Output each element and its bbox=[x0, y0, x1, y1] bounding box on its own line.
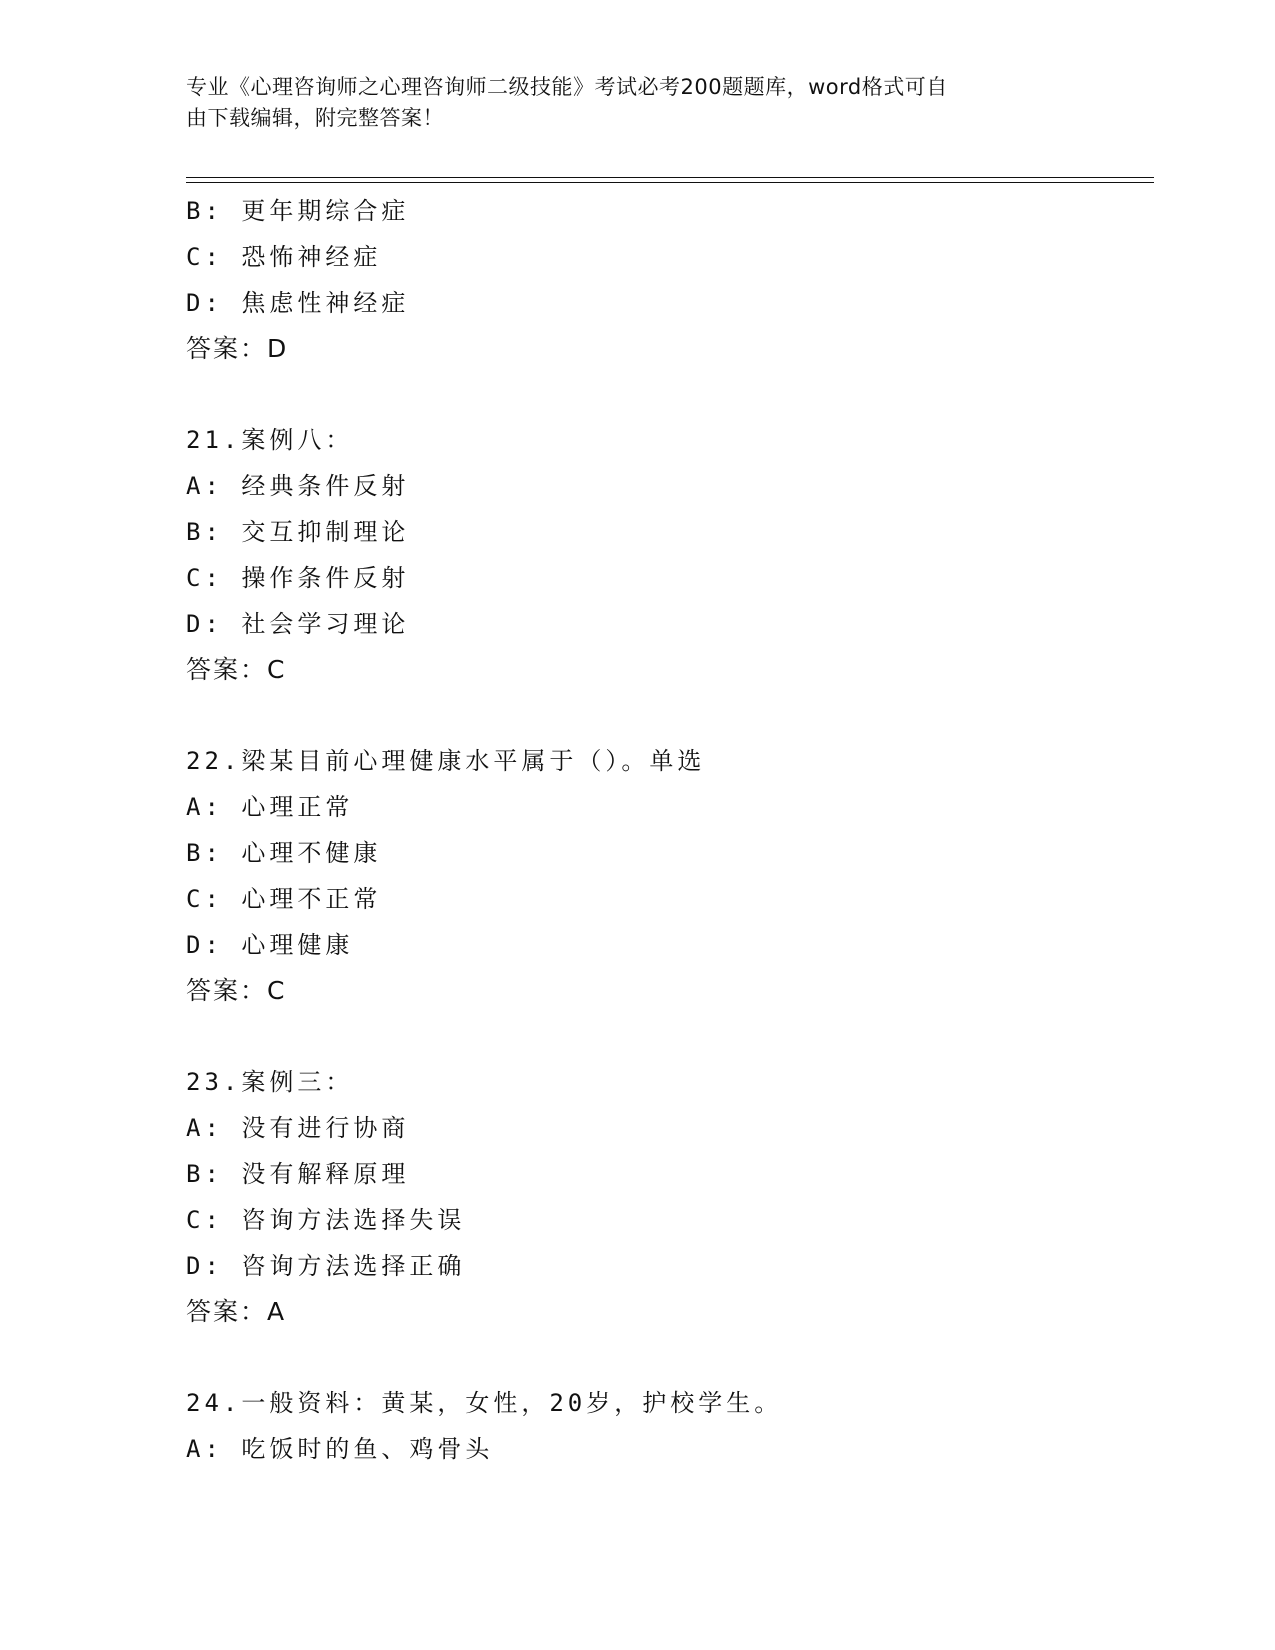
question-stem: 22.梁某目前心理健康水平属于（）。单选 bbox=[186, 747, 706, 775]
option-b: B: 心理不健康 bbox=[186, 839, 382, 867]
option-d: D: 焦虑性神经症 bbox=[186, 289, 410, 317]
question-block-22 bbox=[186, 738, 1154, 1014]
answer-line: 答案：C bbox=[186, 655, 287, 684]
question-block-23 bbox=[186, 1059, 1154, 1335]
option-c: C: 心理不正常 bbox=[186, 885, 382, 913]
document-header bbox=[186, 72, 1066, 134]
option-d: D: 心理健康 bbox=[186, 931, 354, 959]
option-b: B: 更年期综合症 bbox=[186, 197, 410, 225]
question-list bbox=[186, 188, 1154, 1472]
question-gap bbox=[186, 1335, 1154, 1380]
option-c: C: 咨询方法选择失误 bbox=[186, 1206, 466, 1234]
option-c: C: 恐怖神经症 bbox=[186, 243, 382, 271]
question-block-carryover bbox=[186, 188, 1154, 372]
question-gap bbox=[186, 372, 1154, 417]
option-b: B: 没有解释原理 bbox=[186, 1160, 410, 1188]
question-gap bbox=[186, 693, 1154, 738]
option-b: B: 交互抑制理论 bbox=[186, 518, 410, 546]
answer-line: 答案：C bbox=[186, 976, 287, 1005]
option-a: A: 吃饭时的鱼、鸡骨头 bbox=[186, 1435, 494, 1463]
option-a: A: 心理正常 bbox=[186, 793, 354, 821]
option-a: A: 经典条件反射 bbox=[186, 472, 410, 500]
option-d: D: 咨询方法选择正确 bbox=[186, 1252, 466, 1280]
question-gap bbox=[186, 1014, 1154, 1059]
question-stem: 23.案例三： bbox=[186, 1068, 354, 1096]
option-a: A: 没有进行协商 bbox=[186, 1114, 410, 1142]
option-c: C: 操作条件反射 bbox=[186, 564, 410, 592]
question-block-21 bbox=[186, 417, 1154, 693]
question-stem: 24.一般资料：黄某，女性，20岁，护校学生。 bbox=[186, 1389, 783, 1417]
header-line-1: 专业《心理咨询师之心理咨询师二级技能》考试必考200题题库，word格式可自 bbox=[186, 75, 948, 99]
answer-line: 答案：A bbox=[186, 1297, 287, 1326]
option-d: D: 社会学习理论 bbox=[186, 610, 410, 638]
question-stem: 21.案例八： bbox=[186, 426, 354, 454]
answer-line: 答案：D bbox=[186, 334, 289, 363]
question-block-24 bbox=[186, 1380, 1154, 1472]
header-divider-top bbox=[186, 177, 1154, 178]
header-line-2: 由下载编辑，附完整答案！ bbox=[186, 106, 444, 130]
header-divider-bottom bbox=[186, 182, 1154, 183]
